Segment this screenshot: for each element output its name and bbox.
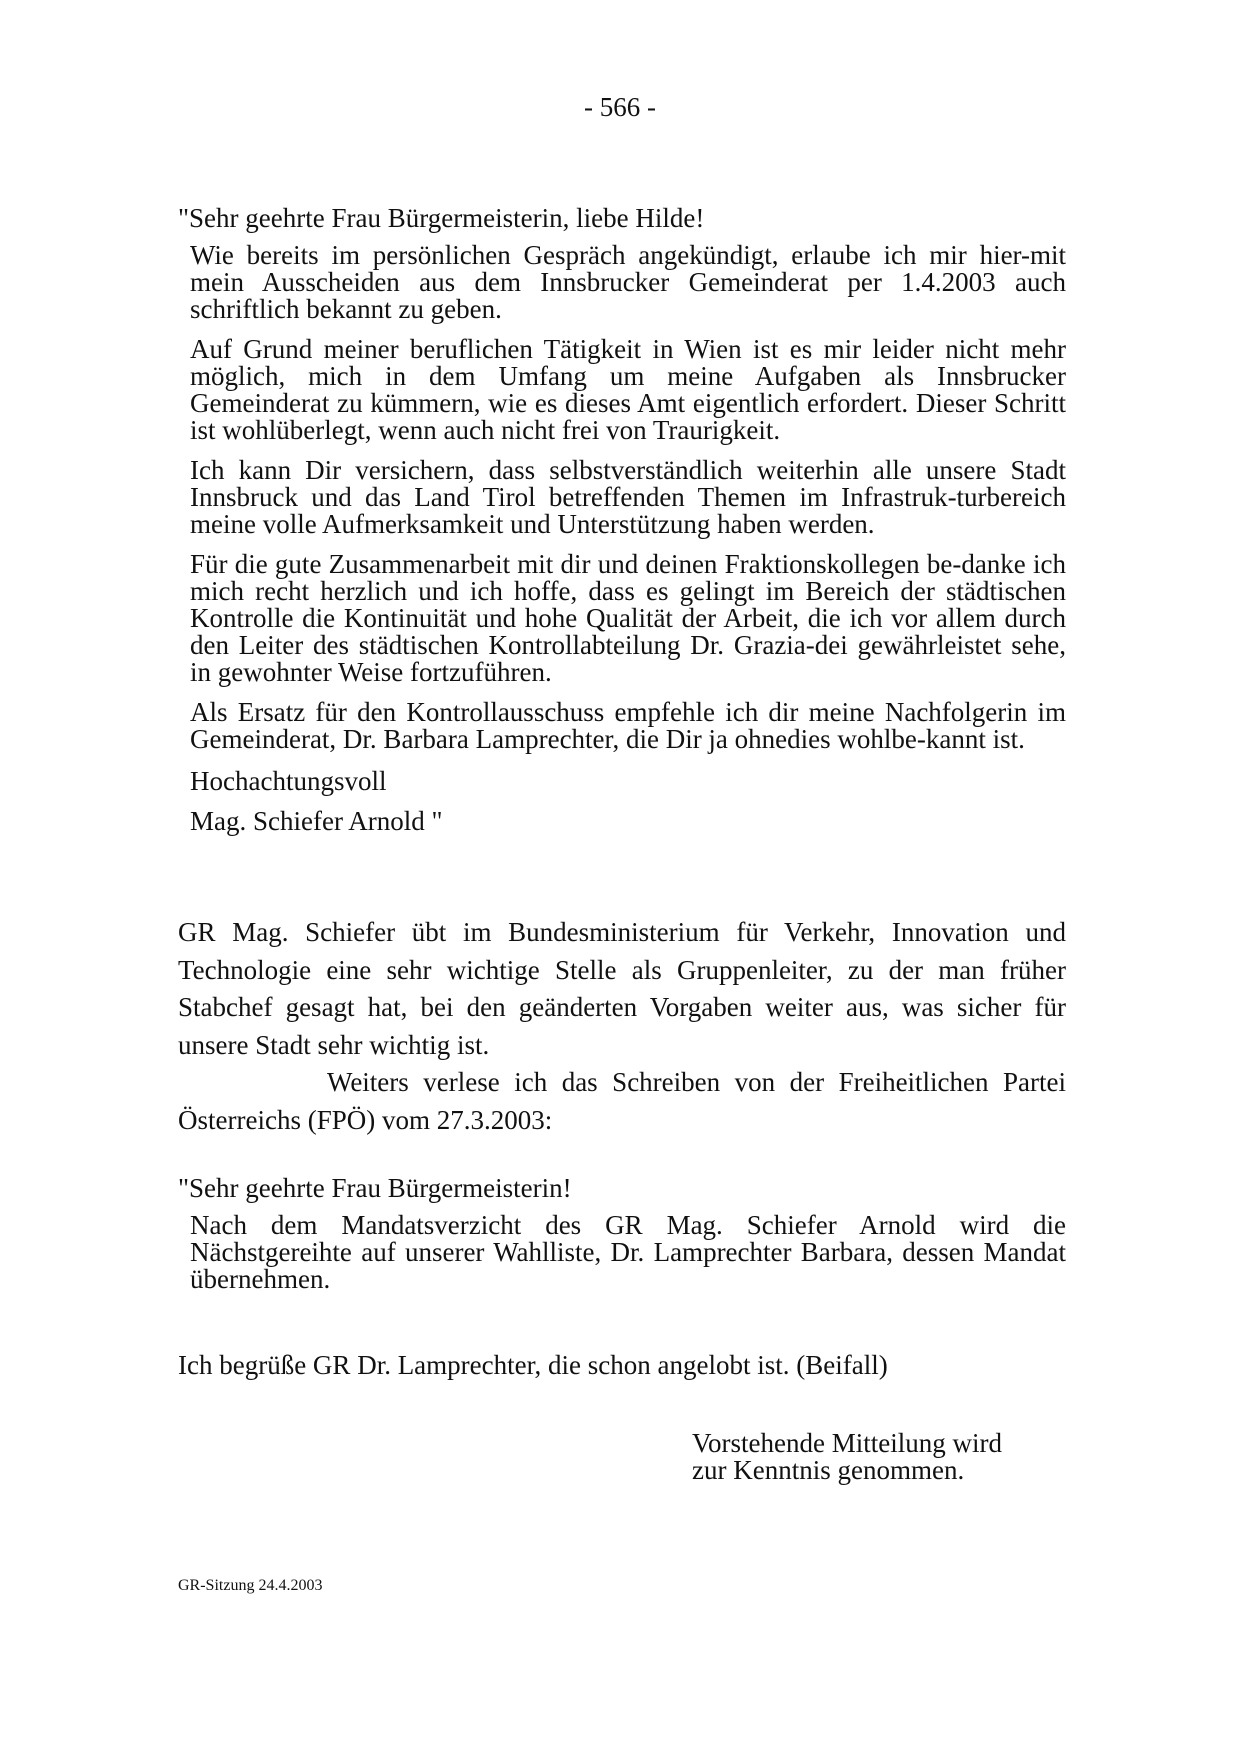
letter-signature: Mag. Schiefer Arnold " <box>190 806 443 836</box>
letter-salutation: "Sehr geehrte Frau Bürgermeisterin, liebe Hilde! <box>178 203 705 233</box>
narrative-section <box>178 914 1066 1139</box>
letter-paragraph: Für die gute Zusammenarbeit mit dir und deinen Fraktionskollegen be-danke ich mich recht herzlich und ich hoffe, dass es gelingt im Bereich der städtischen Kontrolle die Kontinuität und hohe Qualität der Arbeit, die ich vor allem durch den Leiter des städtischen Kontrollabteilung Dr. Grazia-dei gewährleistet sehe, in gewohnter Weise fortzuführen. <box>190 549 1066 687</box>
decision-line: zur Kenntnis genommen. <box>692 1455 965 1485</box>
narrative-paragraph: GR Mag. Schiefer übt im Bundesministerium für Verkehr, Innovation und Technologie eine sehr wichtige Stelle als Gruppenleiter, zu der man früher Stabchef gesagt hat, bei den geänderten Vorgaben weiter aus, was sicher für unsere Stadt sehr wichtig ist. <box>178 917 1066 1060</box>
letter-body <box>190 242 1066 846</box>
letter-paragraph: Als Ersatz für den Kontrollausschuss empfehle ich dir meine Nachfolgerin im Gemeinderat, Dr. Barbara Lamprechter, die Dir ja ohnedies wohlbe-kannt ist. <box>190 697 1066 754</box>
footer-session-date: GR-Sitzung 24.4.2003 <box>178 1577 323 1594</box>
letter-paragraph: Wie bereits im persönlichen Gespräch angekündigt, erlaube ich mir hier-mit mein Ausscheiden aus dem Innsbrucker Gemeinderat per 1.4.2003 auch schriftlich bekannt zu geben. <box>190 240 1066 324</box>
letter-paragraph: Auf Grund meiner beruflichen Tätigkeit in Wien ist es mir leider nicht mehr möglich, mich in dem Umfang um meine Aufgaben als Innsbrucker Gemeinderat zu kümmern, wie es dieses Amt eigentlich erfordert. Dieser Schritt ist wohlüberlegt, wenn auch nicht frei von Traurigkeit. <box>190 334 1066 445</box>
decision-note <box>692 1430 1002 1484</box>
letter-paragraph: Ich kann Dir versichern, dass selbstverständlich weiterhin alle unsere Stadt Innsbruck und das Land Tirol betreffenden Themen im Infrastruk-turbereich meine volle Aufmerksamkeit und Unterstützung haben werden. <box>190 455 1066 539</box>
decision-line: Vorstehende Mitteilung wird <box>692 1428 1002 1458</box>
second-letter-salutation: "Sehr geehrte Frau Bürgermeisterin! <box>178 1173 572 1203</box>
page-number: - 566 - <box>584 92 656 122</box>
second-letter-body <box>190 1212 1066 1293</box>
narrative-paragraph: Weiters verlese ich das Schreiben von der Freiheitlichen Partei Österreichs (FPÖ) vom 27.3.2003: <box>178 1067 1066 1135</box>
second-letter-paragraph: Nach dem Mandatsverzicht des GR Mag. Schiefer Arnold wird die Nächstgereihte auf unserer Wahlliste, Dr. Lamprechter Barbara, dessen Mandat übernehmen. <box>190 1210 1066 1294</box>
greeting-statement: Ich begrüße GR Dr. Lamprechter, die schon angelobt ist. (Beifall) <box>178 1350 888 1380</box>
letter-closing: Hochachtungsvoll <box>190 766 387 796</box>
